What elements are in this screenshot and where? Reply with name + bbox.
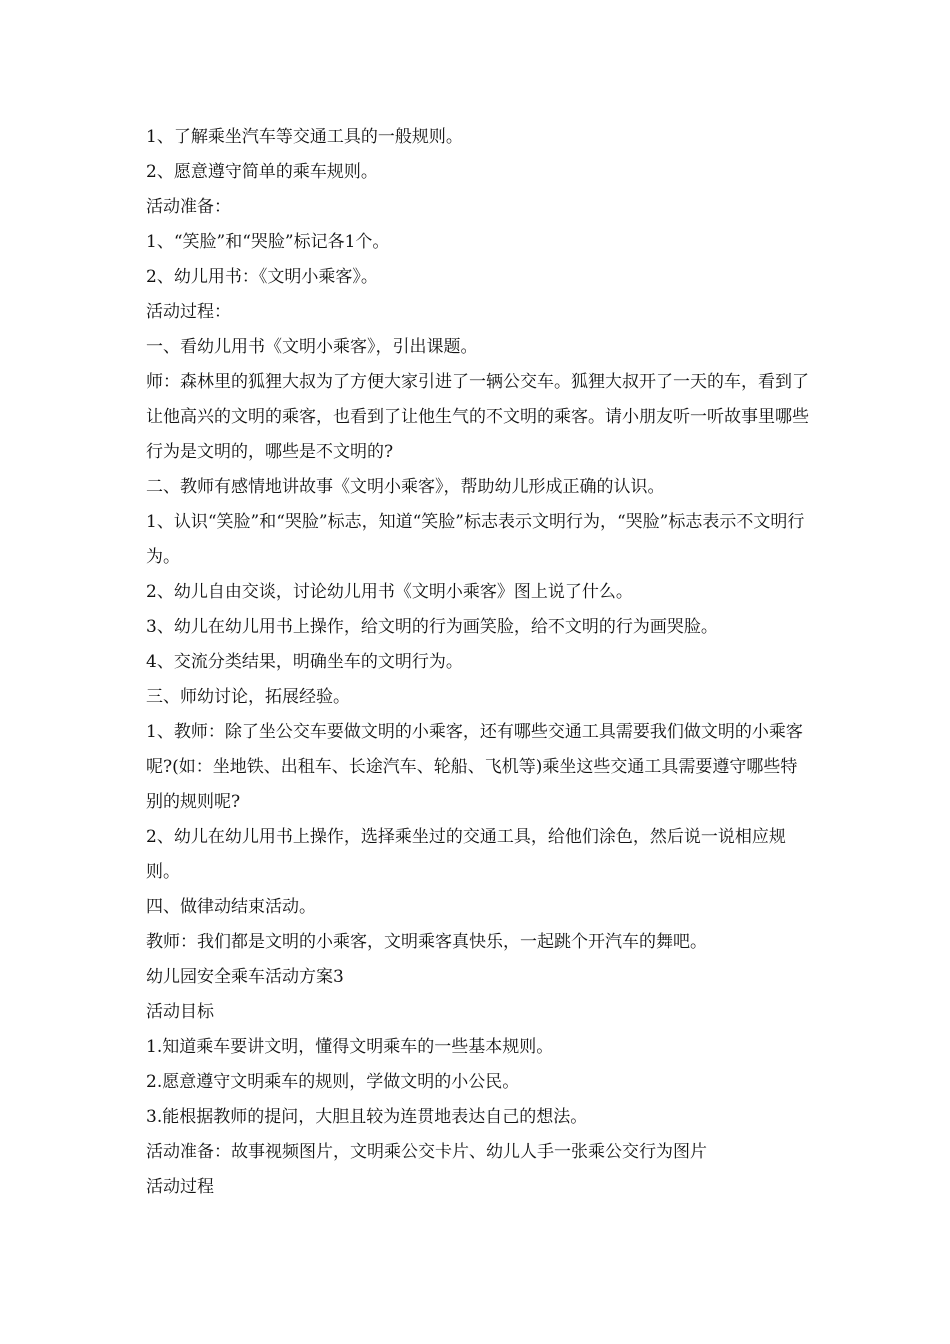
step-3-item-1: 1、教师：除了坐公交车要做文明的小乘客，还有哪些交通工具需要我们做文明的小乘客呢?(如：坐地铁、出租车、长途汽车、轮船、飞机等)乘坐这些交通工具需要遵守哪些特别的规则呢? [146, 722, 803, 812]
goal-item-2: 2、愿意遵守简单的乘车规则。 [146, 162, 378, 182]
process-step-2: 二、教师有感情地讲故事《文明小乘客》，帮助幼儿形成正确的认识。 [146, 477, 665, 497]
plan-3-title: 幼儿园安全乘车活动方案3 [146, 967, 344, 987]
section-heading-process: 活动过程： [146, 302, 231, 322]
plan-3-goal-1: 1.知道乘车要讲文明，懂得文明乘车的一些基本规则。 [146, 1037, 554, 1057]
plan-3-preparation: 活动准备：故事视频图片，文明乘公交卡片、幼儿人手一张乘公交行为图片 [146, 1142, 707, 1162]
process-step-3: 三、师幼讨论，拓展经验。 [146, 687, 350, 707]
section-heading-goals: 活动目标 [146, 1002, 214, 1022]
step-2-item-2: 2、幼儿自由交谈，讨论幼儿用书《文明小乘客》图上说了什么。 [146, 582, 633, 602]
step-2-item-1: 1、认识“笑脸”和“哭脸”标志，知道“笑脸”标志表示文明行为，“哭脸”标志表示不文明行为。 [146, 512, 805, 567]
preparation-item-1: 1、“笑脸”和“哭脸”标记各1个。 [146, 232, 390, 252]
step-3-item-2: 2、幼儿在幼儿用书上操作，选择乘坐过的交通工具，给他们涂色，然后说一说相应规则。 [146, 827, 786, 882]
process-step-1: 一、看幼儿用书《文明小乘客》，引出课题。 [146, 337, 478, 357]
preparation-item-2: 2、幼儿用书：《文明小乘客》。 [146, 267, 378, 287]
plan-3-process-heading: 活动过程 [146, 1177, 214, 1197]
step-2-item-3: 3、幼儿在幼儿用书上操作，给文明的行为画笑脸，给不文明的行为画哭脸。 [146, 617, 718, 637]
plan-3-goal-3: 3.能根据教师的提问，大胆且较为连贯地表达自己的想法。 [146, 1107, 588, 1127]
document-page [146, 120, 810, 1205]
process-step-4: 四、做律动结束活动。 [146, 897, 316, 917]
section-heading-preparation: 活动准备： [146, 197, 231, 217]
plan-3-goal-2: 2.愿意遵守文明乘车的规则，学做文明的小公民。 [146, 1072, 520, 1092]
closing-speech-paragraph: 教师：我们都是文明的小乘客，文明乘客真快乐，一起跳个开汽车的舞吧。 [146, 932, 707, 952]
step-2-item-4: 4、交流分类结果，明确坐车的文明行为。 [146, 652, 463, 672]
teacher-speech-paragraph: 师：森林里的狐狸大叔为了方便大家引进了一辆公交车。狐狸大叔开了一天的车，看到了让他高兴的文明的乘客，也看到了让他生气的不文明的乘客。请小朋友听一听故事里哪些行为是文明的，哪些是不文明的? [146, 372, 809, 462]
goal-item-1: 1、了解乘坐汽车等交通工具的一般规则。 [146, 127, 463, 147]
